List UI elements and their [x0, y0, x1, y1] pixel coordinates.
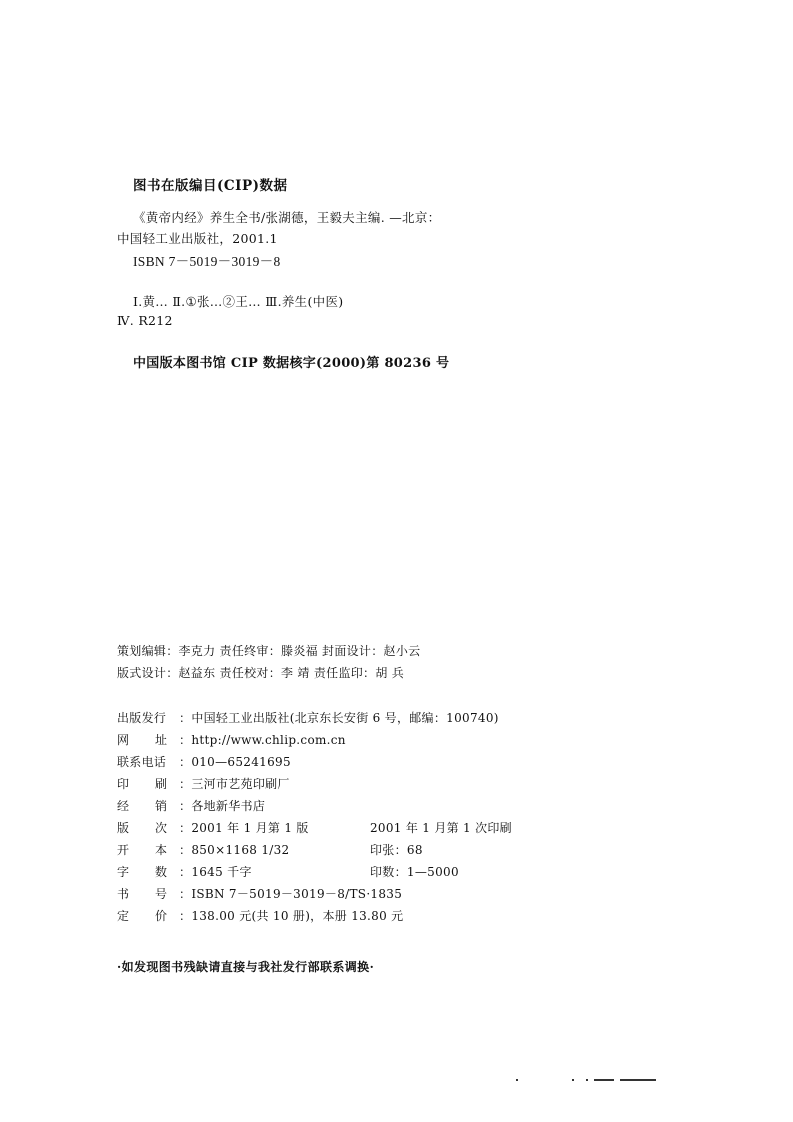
imprint-value: 三河市艺苑印刷厂 [191, 777, 290, 791]
imprint-extra: 2001 年 1 月第 1 次印刷 [370, 821, 512, 835]
imprint-value: 1645 千字 [191, 865, 252, 879]
imprint-row-phone: 联系电话 ：010—65241695 [117, 755, 291, 769]
imprint-row-book-number: 书 号 ：ISBN 7－5019－3019－8/TS·1835 [117, 887, 403, 901]
cip-heading: 图书在版编目(CIP)数据 [133, 178, 288, 194]
defect-exchange-notice: ·如发现图书残缺请直接与我社发行部联系调换· [117, 960, 375, 974]
credits-line-1: 策划编辑：李克力 责任终审：滕炎福 封面设计：赵小云 [117, 644, 421, 658]
imprint-value: http://www.chlip.com.cn [191, 733, 346, 747]
imprint-row-format: 开 本 ：850×1168 1/32 印张：68 [117, 843, 423, 857]
imprint-extra: 印数：1—5000 [370, 865, 459, 879]
imprint-extra: 印张：68 [370, 843, 423, 857]
cip-classification-line: Ⅳ. R212 [117, 313, 173, 328]
cip-publisher-line: 中国轻工业出版社，2001.1 [117, 231, 278, 246]
imprint-row-website: 网 址 ：http://www.chlip.com.cn [117, 733, 346, 747]
imprint-row-wordcount: 字 数 ：1645 千字 印数：1—5000 [117, 865, 459, 879]
imprint-value: 2001 年 1 月第 1 版 [191, 821, 309, 835]
imprint-value: 各地新华书店 [191, 799, 266, 813]
imprint-value: ISBN 7－5019－3019－8/TS·1835 [191, 887, 403, 901]
imprint-row-price: 定 价 ：138.00 元(共 10 册)，本册 13.80 元 [117, 909, 404, 923]
imprint-value: 850×1168 1/32 [191, 843, 290, 857]
imprint-row-publisher: 出版发行 ：中国轻工业出版社(北京东长安街 6 号，邮编：100740) [117, 711, 499, 725]
cip-isbn-line: ISBN 7－5019－3019－8 [133, 254, 281, 269]
imprint-row-printer: 印 刷 ：三河市艺苑印刷厂 [117, 777, 290, 791]
credits-line-2: 版式设计：赵益东 责任校对：李 靖 责任监印：胡 兵 [117, 666, 405, 680]
imprint-label: 联系电话 [117, 755, 167, 769]
imprint-value: 010—65241695 [191, 755, 291, 769]
cip-subject-line: Ⅰ.黄… Ⅱ.①张…②王… Ⅲ.养生(中医) [133, 294, 344, 309]
imprint-row-distributor: 经 销 ：各地新华书店 [117, 799, 266, 813]
cip-record-number: 中国版本图书馆 CIP 数据核字(2000)第 80236 号 [133, 356, 450, 371]
imprint-row-edition: 版 次 ：2001 年 1 月第 1 版 2001 年 1 月第 1 次印刷 [117, 821, 512, 835]
scan-artifact [516, 1079, 656, 1083]
imprint-value: 138.00 元(共 10 册)，本册 13.80 元 [191, 909, 404, 923]
imprint-value: 中国轻工业出版社(北京东长安街 6 号，邮编：100740) [191, 711, 499, 725]
imprint-label: 出版发行 [117, 711, 167, 725]
cip-title-line: 《黄帝内经》养生全书/张湖德，王毅夫主编. —北京： [133, 210, 441, 225]
